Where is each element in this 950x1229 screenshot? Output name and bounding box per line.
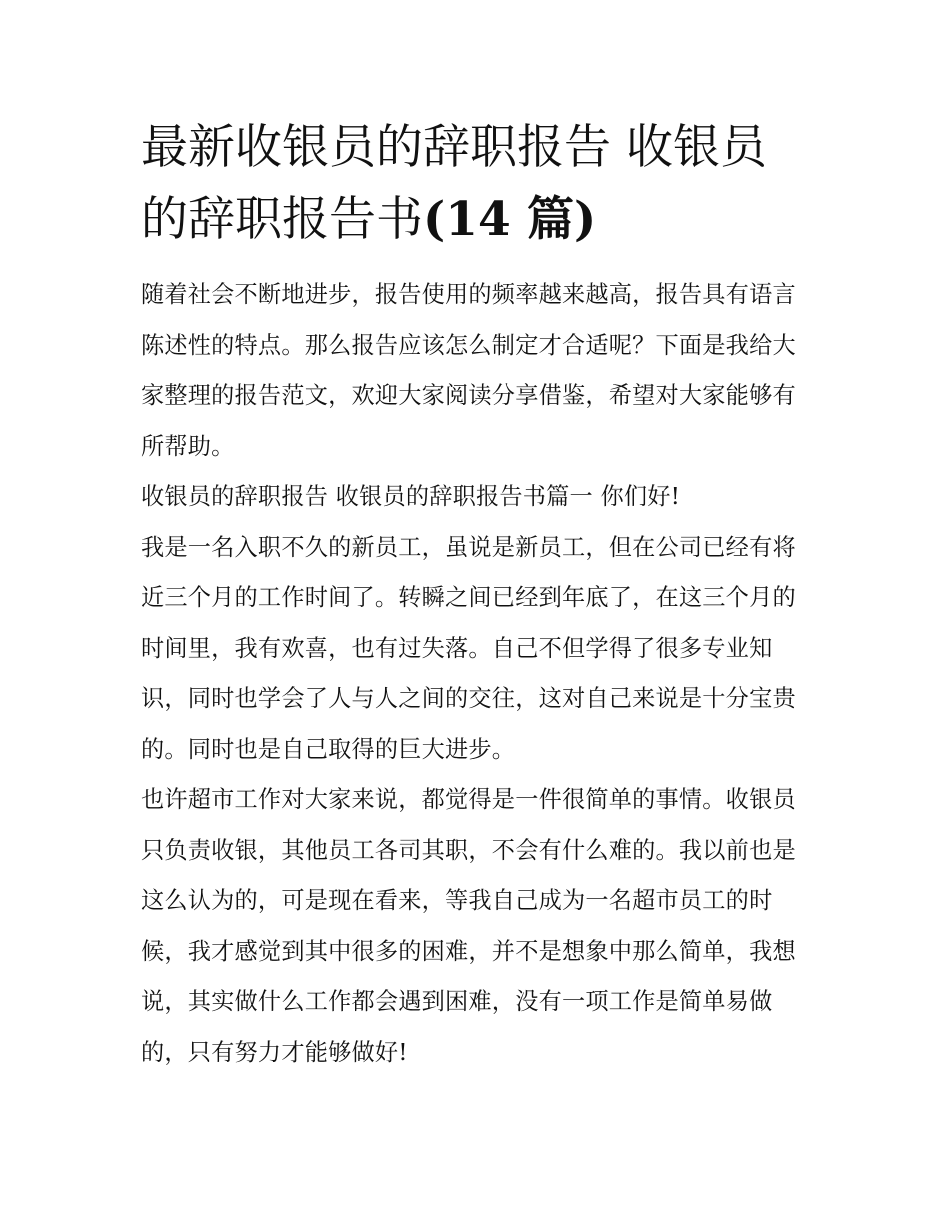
document-title-suffix: (14 篇) (423, 192, 597, 247)
document-title-main: 最新收银员的辞职报告 收银员的辞职报告书 (141, 120, 767, 247)
paragraph-body-2: 也许超市工作对大家来说，都觉得是一件很简单的事情。收银员只负责收银，其他员工各司其职，不会有什么难的。我以前也是这么认为的，可是现在看来，等我自己成为一名超市员工的时候，我才感觉到其中很多的困难，并不是想象中那么简单，我想说，其实做什么工作都会遇到困难，没有一项工作是简单易做的，只有努力才能够做好! (141, 786, 796, 1066)
document-title (141, 112, 813, 256)
paragraph-body-1: 我是一名入职不久的新员工，虽说是新员工，但在公司已经有将近三个月的工作时间了。转瞬之间已经到年底了，在这三个月的时间里，我有欢喜，也有过失落。自己不但学得了很多专业知识，同时也学会了人与人之间的交往，这对自己来说是十分宝贵的。同时也是自己取得的巨大进步。 (141, 533, 796, 763)
paragraph-intro: 随着社会不断地进步，报告使用的频率越来越高，报告具有语言陈述性的特点。那么报告应该怎么制定才合适呢？下面是我给大家整理的报告范文，欢迎大家阅读分享借鉴，希望对大家能够有所帮助。 (141, 281, 796, 460)
paragraph-section-heading: 收银员的辞职报告 收银员的辞职报告书篇一 你们好! (141, 483, 681, 510)
document-page (141, 112, 813, 1078)
